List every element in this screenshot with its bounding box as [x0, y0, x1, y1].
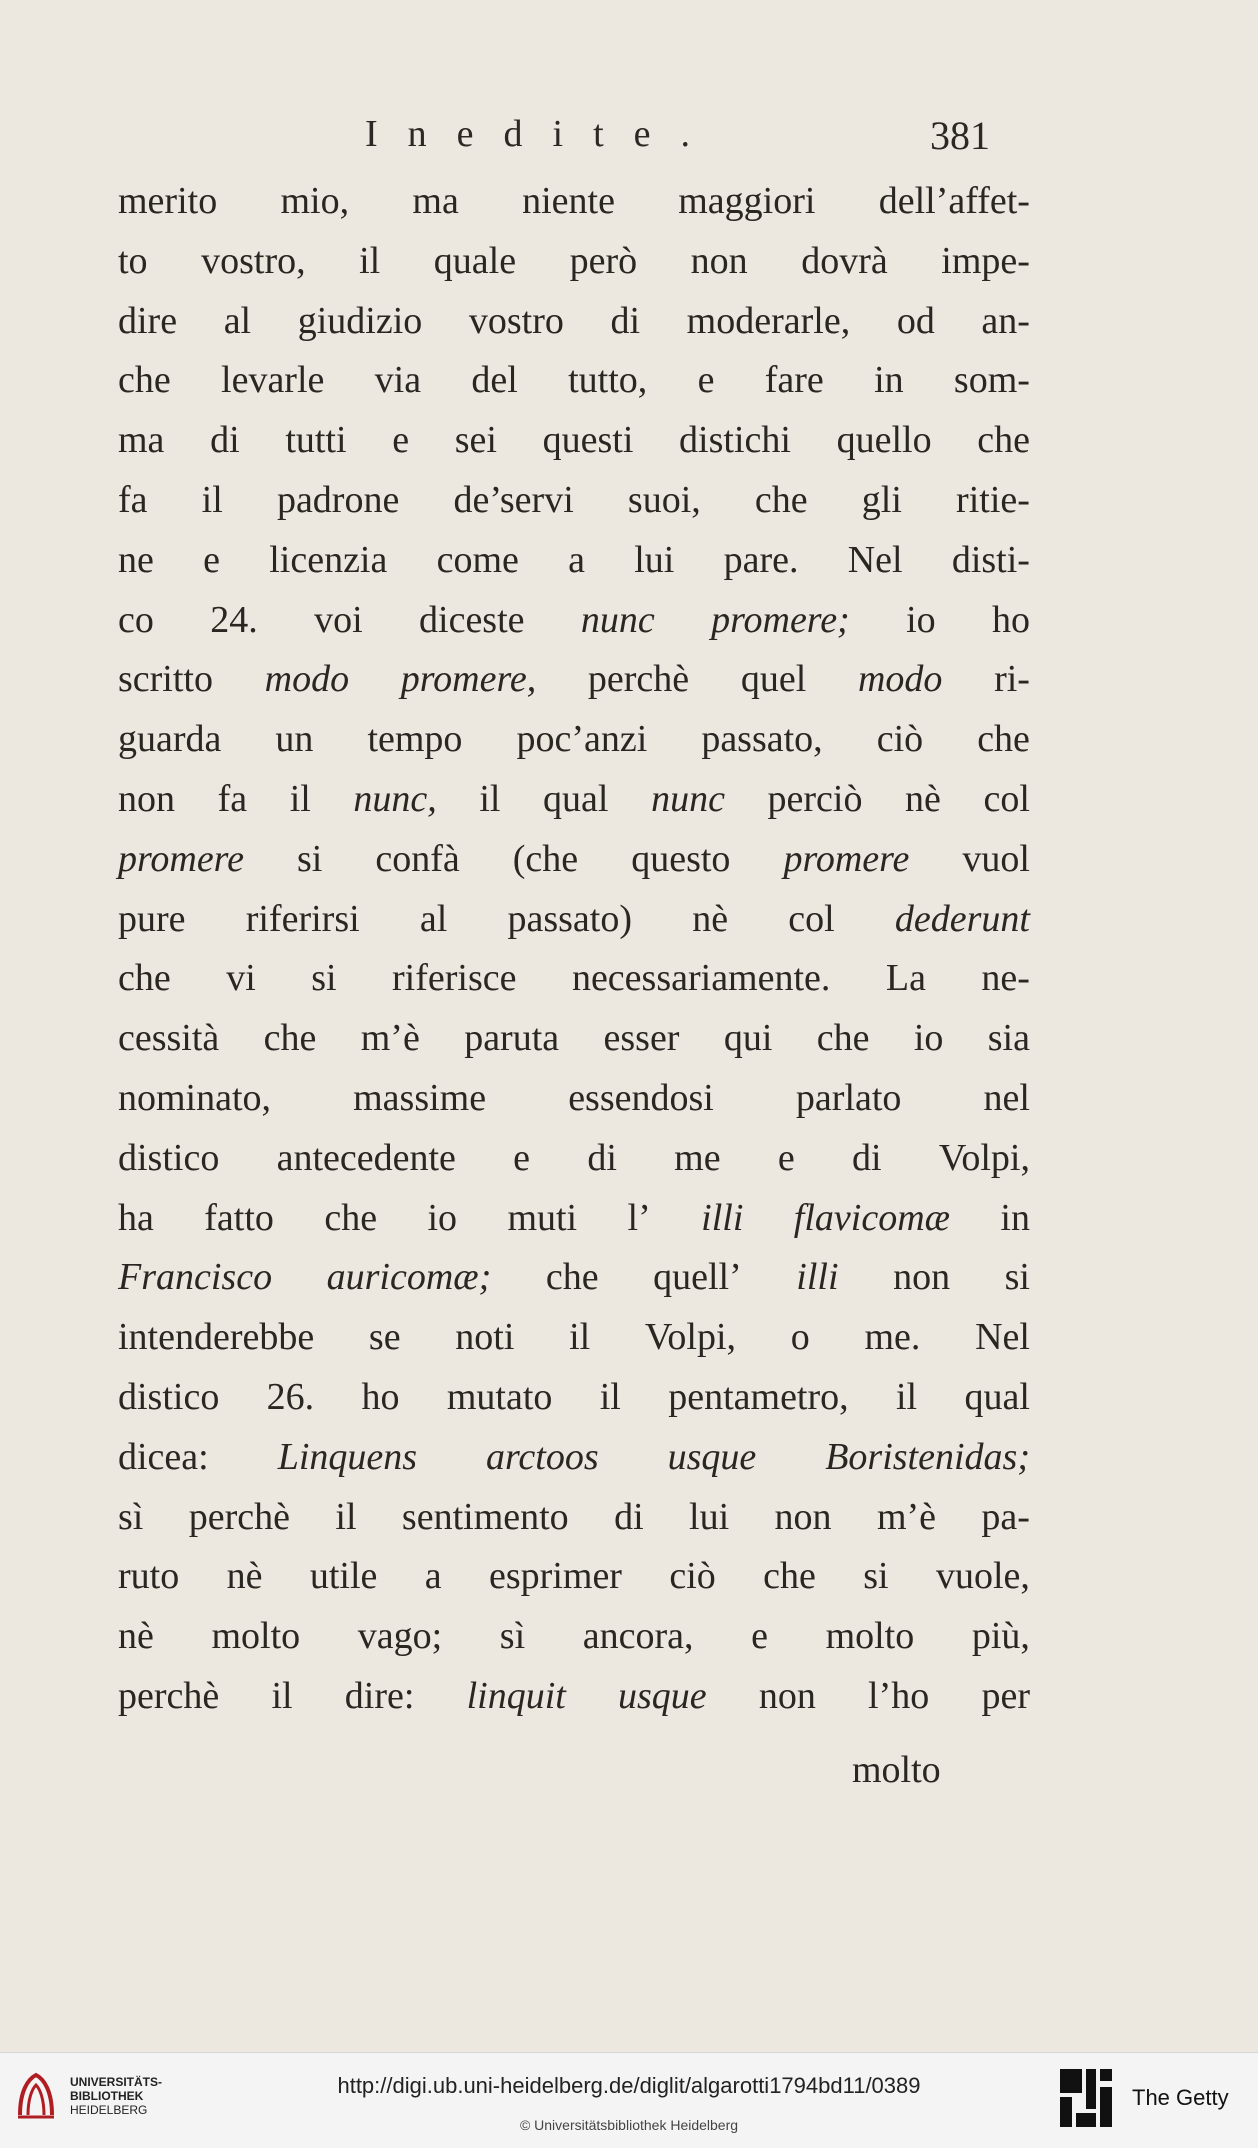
word: per — [981, 1674, 1030, 1717]
word: di — [851, 1136, 882, 1179]
word: a — [568, 538, 585, 581]
word: som- — [953, 359, 1030, 402]
word: si — [1004, 1256, 1030, 1299]
word: promere — [118, 837, 244, 880]
word: 26. — [266, 1375, 315, 1418]
word: ciò — [876, 718, 924, 761]
text-line — [118, 1248, 1030, 1308]
word: che — [754, 478, 808, 521]
word: il — [201, 478, 223, 521]
catchword: molto — [852, 1749, 941, 1791]
word: quale — [433, 239, 517, 282]
word: necessariamente. — [571, 957, 831, 1000]
word: Francisco — [118, 1256, 273, 1299]
word: merito — [118, 180, 218, 222]
word: sì — [118, 1495, 144, 1538]
word: passato) — [507, 897, 633, 940]
text-line — [118, 591, 1030, 651]
word: più, — [971, 1615, 1030, 1658]
word: molto — [825, 1615, 915, 1658]
word: non — [774, 1495, 832, 1538]
word: confà — [375, 837, 460, 880]
word: di — [614, 1495, 644, 1538]
word: ritie- — [956, 478, 1030, 521]
word: ha — [118, 1196, 154, 1239]
word: nominato, — [118, 1076, 272, 1119]
word: tutto, — [568, 359, 648, 402]
text-line — [118, 232, 1030, 292]
word: perchè — [118, 1674, 220, 1717]
word: ne — [118, 538, 154, 581]
text-line — [118, 411, 1030, 471]
page-number: 381 — [930, 113, 990, 158]
text-line — [118, 1547, 1030, 1607]
word: che — [263, 1017, 317, 1060]
word: riferirsi — [245, 897, 360, 940]
word: parlato — [795, 1076, 902, 1119]
text-line — [118, 1667, 1030, 1727]
word: 24. — [210, 598, 258, 641]
text-line — [118, 1129, 1030, 1189]
word: massime — [353, 1076, 487, 1119]
word: si — [296, 837, 323, 880]
word: muti — [507, 1196, 578, 1239]
word: perciò — [767, 777, 863, 820]
word: quello — [836, 419, 932, 462]
word: che — [763, 1555, 816, 1598]
word: che — [816, 1017, 870, 1060]
text-line — [118, 1607, 1030, 1667]
word: promere — [783, 837, 910, 880]
word: dovrà — [801, 239, 888, 282]
word: ciò — [669, 1555, 716, 1598]
word: illi — [796, 1256, 839, 1299]
word: ho — [992, 598, 1030, 641]
word: auricomæ; — [326, 1256, 492, 1299]
word: usque — [618, 1674, 707, 1717]
word: vostro — [468, 299, 564, 342]
word: an- — [981, 299, 1030, 342]
word: promere, — [400, 658, 537, 701]
word: ho — [361, 1375, 400, 1418]
word: vago; — [357, 1615, 443, 1658]
word: vi — [226, 957, 256, 1000]
word: il — [335, 1495, 357, 1538]
word: a — [424, 1555, 442, 1598]
word: ri- — [994, 658, 1030, 701]
word: promere; — [711, 598, 850, 641]
text-line — [118, 172, 1030, 232]
permalink-url[interactable]: http://digi.ub.uni-heidelberg.de/diglit/algarotti1794bd11/0389 — [337, 2073, 921, 2098]
word: il — [359, 239, 381, 282]
word: Volpi, — [938, 1136, 1030, 1179]
word: dire — [118, 299, 178, 342]
word: poc’anzi — [516, 718, 648, 761]
word: pa- — [981, 1495, 1030, 1538]
word: intenderebbe — [118, 1316, 315, 1359]
viewer-footer — [0, 2052, 1258, 2148]
text-line — [118, 949, 1030, 1009]
word: di — [587, 1136, 617, 1179]
word: noti — [455, 1316, 515, 1359]
word: tutti — [285, 419, 347, 462]
word: maggiori — [678, 180, 816, 222]
word: fatto — [204, 1196, 274, 1239]
word: il — [896, 1375, 918, 1418]
word: nunc — [580, 598, 655, 641]
text-line — [118, 1009, 1030, 1069]
word: e — [203, 538, 220, 581]
word: nè — [226, 1555, 263, 1598]
word: dicea: — [118, 1435, 209, 1478]
text-line — [118, 650, 1030, 710]
word: che — [977, 419, 1030, 462]
word: dell’affet- — [878, 180, 1030, 222]
word: e — [751, 1615, 768, 1658]
word: e — [513, 1136, 531, 1179]
word: mutato — [446, 1375, 553, 1418]
library-name: UNIVERSITÄTS- BIBLIOTHEK HEIDELBERG — [70, 2075, 163, 2117]
word: antecedente — [276, 1136, 456, 1179]
text-line — [118, 890, 1030, 950]
word: flavicomæ — [793, 1196, 950, 1239]
word: si — [863, 1555, 889, 1598]
text-line — [118, 471, 1030, 531]
word: moderarle, — [686, 299, 851, 342]
word: de’servi — [453, 478, 574, 521]
word: che — [545, 1256, 599, 1299]
word: del — [471, 359, 518, 402]
word: non — [758, 1674, 816, 1717]
word: e — [697, 359, 715, 402]
word: impe- — [941, 239, 1030, 282]
word: come — [436, 538, 519, 581]
word: il — [599, 1375, 621, 1418]
word: modo — [264, 658, 350, 701]
word: col — [983, 777, 1030, 820]
word: l’ — [627, 1196, 651, 1239]
text-line — [118, 1428, 1030, 1488]
word: giudizio — [297, 299, 423, 342]
word: io — [913, 1017, 944, 1060]
word: il — [569, 1316, 591, 1359]
word: essendosi — [568, 1076, 714, 1119]
word: Volpi, — [644, 1316, 737, 1359]
word: Nel — [975, 1316, 1030, 1359]
word: non — [118, 777, 175, 820]
word: io — [427, 1196, 458, 1239]
word: me — [674, 1136, 721, 1179]
word: col — [788, 897, 835, 940]
word: scritto — [118, 658, 213, 701]
word: gli — [861, 478, 902, 521]
word: di — [610, 299, 641, 342]
word: questo — [631, 837, 731, 880]
word: questi — [542, 419, 634, 462]
word: in — [1000, 1196, 1030, 1239]
word: pare. — [723, 538, 799, 581]
word: e — [392, 419, 410, 462]
word: qual — [964, 1375, 1030, 1418]
word: qual — [543, 777, 609, 820]
word: niente — [522, 180, 615, 222]
text-line — [118, 710, 1030, 770]
word: ma — [412, 180, 459, 222]
word: paruta — [464, 1017, 560, 1060]
word: Nel — [847, 538, 903, 581]
word: fa — [217, 777, 248, 820]
word: o — [790, 1316, 810, 1359]
word: disti- — [951, 538, 1030, 581]
word: modo — [857, 658, 943, 701]
word: in — [874, 359, 904, 402]
word: usque — [667, 1435, 757, 1478]
word: che — [118, 359, 171, 402]
getty-logo-icon — [1058, 2067, 1114, 2133]
word: La — [885, 957, 926, 1000]
text-line — [118, 292, 1030, 352]
word: sentimento — [401, 1495, 569, 1538]
word: pentametro, — [668, 1375, 849, 1418]
word: ma — [118, 419, 165, 462]
word: ne- — [981, 957, 1030, 1000]
word: il — [479, 777, 501, 820]
word: molto — [211, 1615, 301, 1658]
word: non — [690, 239, 748, 282]
word: esprimer — [489, 1555, 622, 1598]
word: quel — [740, 658, 807, 701]
word: vuole, — [936, 1555, 1030, 1598]
word: sì — [499, 1615, 526, 1658]
word: nè — [692, 897, 729, 940]
word: suoi, — [627, 478, 701, 521]
word: distico — [118, 1136, 220, 1179]
word: sia — [987, 1017, 1030, 1060]
word: distichi — [679, 419, 791, 462]
word: Boristenidas; — [825, 1435, 1030, 1478]
word: pure — [118, 897, 186, 940]
word: perchè — [587, 658, 690, 701]
word: nel — [983, 1076, 1030, 1119]
copyright-notice: © Universitätsbibliothek Heidelberg — [519, 2117, 739, 2133]
word: distico — [118, 1375, 220, 1418]
word: ruto — [118, 1555, 180, 1598]
word: diceste — [419, 598, 525, 641]
word: illi — [701, 1196, 744, 1239]
word: di — [210, 419, 240, 462]
word: padrone — [276, 478, 400, 521]
word: linquit — [466, 1674, 566, 1717]
word: (che — [512, 837, 579, 880]
word: un — [275, 718, 314, 761]
text-line — [118, 1488, 1030, 1548]
word: voi — [314, 598, 363, 641]
word: perchè — [188, 1495, 291, 1538]
body-text — [118, 172, 1030, 1727]
running-title: Inedite. — [365, 113, 721, 155]
word: il — [289, 777, 311, 820]
word: al — [223, 299, 252, 342]
word: fa — [118, 478, 148, 521]
word: nunc — [651, 777, 725, 820]
word: nè — [905, 777, 941, 820]
word: quell’ — [653, 1256, 742, 1299]
text-line — [118, 1368, 1030, 1428]
word: al — [419, 897, 448, 940]
word: però — [569, 239, 638, 282]
word: passato, — [701, 718, 823, 761]
text-line — [118, 830, 1030, 890]
text-line — [118, 1189, 1030, 1249]
text-line — [118, 1308, 1030, 1368]
word: guarda — [118, 718, 222, 761]
word: cessità — [118, 1017, 220, 1060]
word: via — [374, 359, 422, 402]
word: esser — [603, 1017, 680, 1060]
word: se — [368, 1316, 401, 1359]
word: e — [777, 1136, 795, 1179]
word: co — [118, 598, 154, 641]
word: lui — [689, 1495, 730, 1538]
word: l’ho — [868, 1674, 930, 1717]
word: fare — [764, 359, 824, 402]
word: tempo — [367, 718, 463, 761]
word: vostro, — [201, 239, 306, 282]
word: che — [118, 957, 171, 1000]
word: che — [324, 1196, 378, 1239]
word: si — [311, 957, 337, 1000]
word: nunc, — [353, 777, 437, 820]
text-line — [118, 531, 1030, 591]
word: dederunt — [894, 897, 1030, 940]
word: sei — [454, 419, 497, 462]
word: lui — [634, 538, 675, 581]
word: licenzia — [269, 538, 388, 581]
word: qui — [723, 1017, 773, 1060]
word: me. — [864, 1316, 921, 1359]
word: nè — [118, 1615, 154, 1658]
text-line — [118, 351, 1030, 411]
word: io — [906, 598, 936, 641]
running-head — [0, 112, 1258, 172]
word: che — [977, 718, 1030, 761]
word: riferisce — [392, 957, 517, 1000]
word: od — [896, 299, 935, 342]
word: non — [893, 1256, 951, 1299]
word: utile — [309, 1555, 378, 1598]
text-line — [118, 1069, 1030, 1129]
text-line — [118, 770, 1030, 830]
word: ancora, — [582, 1615, 694, 1658]
word: Linquens — [277, 1435, 418, 1478]
word: mio, — [280, 180, 350, 222]
word: m’è — [876, 1495, 937, 1538]
partner-name: The Getty — [1132, 2085, 1229, 2110]
word: il — [271, 1674, 293, 1717]
word: levarle — [221, 359, 325, 402]
word: arctoos — [486, 1435, 599, 1478]
word: to — [118, 239, 148, 282]
word: dire: — [344, 1674, 415, 1717]
word: vuol — [962, 837, 1030, 880]
word: m’è — [360, 1017, 420, 1060]
